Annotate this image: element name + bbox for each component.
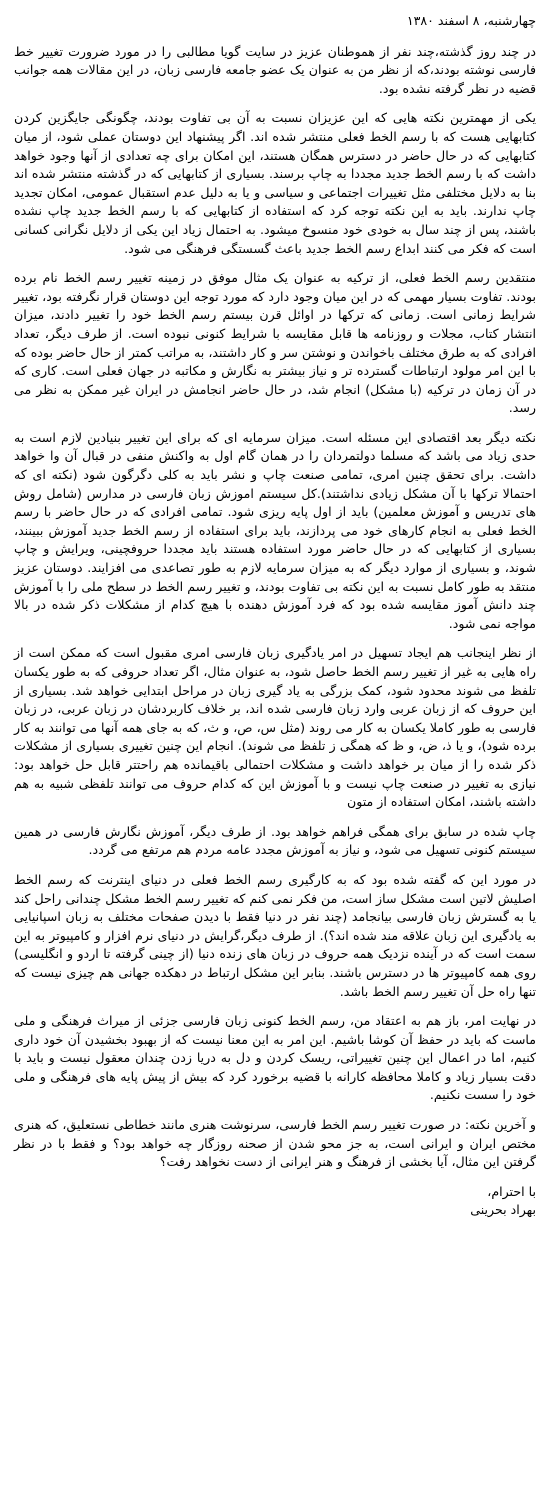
letter-date: چهارشنبه، ۸ اسفند ۱۳۸۰	[406, 13, 536, 28]
paragraph-7: در مورد این که گفته شده بود که به کارگیری رسم الخط فعلی در دنیای اینترنت که رسم الخط اصلیش لاتین است مشکل ساز است، من فکر نمی کنم که تغییر رسم الخط مشکل چندانی راحل کند یا به گسترش زبان فارسی بیانجامد (چند نفر در دنیا فقط با دیدن صفحات مختلف به زبان اسپانیایی به یادگیری این زبان علاقه مند شده اند؟). از طرف دیگر،گرایش در دنیای نرم افزار و کامپیوتر به این سمت است که در آینده نزدیک همه حروف در زبان های زنده دنیا (از چینی گرفته تا اردو و انگلیسی) روی همه کامپیوتر ها در دسترس باشند. بنابر این مشکل ارتباط در دهکده جهانی هم چیزی نیست که تنها راه حل آن تغییر رسم الخط باشد.	[14, 871, 536, 999]
paragraph-9: و آخرین نکته: در صورت تغییر رسم الخط فارسی، سرنوشت هنری مانند خطاطی نستعلیق، که هنری مختص ایران و ایرانی است، به جز محو شدن از صحنه روزگار چه خواهد بود؟ و فقط با در نظر گرفتن این مثال، آیا بخشی از فرهنگ و هنر ایرانی از دست نخواهد رفت؟	[14, 1117, 536, 1170]
paragraph-1: در چند روز گذشته،چند نفر از هموطنان عزیز در سایت گویا مطالبی را در مورد ضرورت تغییر خط فارسی نوشته بودند،که از نظر من به عنوان یک عضو جامعه فارسی زبان، در این مقالات همه جوانب قضیه در نظر گرفته نشده بود.	[14, 43, 536, 96]
author-name: بهراد بحرینی	[470, 1202, 536, 1218]
paragraph-2: یکی از مهمترین نکته هایی که این عزیزان نسبت به آن بی تفاوت بودند، چگونگی جایگزین کردن کتابهایی هست که با رسم الخط فعلی منتشر شده اند. اگر پیشنهاد این دوستان عملی شود، از میان کتابهایی که در حال حاضر در دسترس همگان هستند، این امکان برای چه تعدادی از آنها وجود خواهد داشت که با رسم الخط جدید مجددا به چاپ برسند. بسیاری از کتابهایی که در گذشته منتشر شده اند بنا به دلایل مختلفی مثل تغییرات اجتماعی و سیاسی و یا به دلیل عدم استقبال عمومی، امکان تجدید چاپ ندارند. باید به این نکته توجه کرد که استفاده از کتابهایی که با رسم الخط جدید چاپ نشده باشند، پس از چند سال به خودی خود منسوخ میشود. به احتمال زیاد این یکی از دلایل نگرانی کسانی است که فکر می کنند ابداع رسم الخط جدید باعث گسستگی فرهنگی می شود.	[14, 110, 536, 256]
paragraph-4: نکته دیگر بعد اقتصادی این مسئله است. میزان سرمایه ای که برای این تغییر بنیادین لازم است به حدی زیاد می باشد که مسلما دولتمردان را در همان گام اول به واکنش منفی در قبال آن وا خواهد داشت. برای تحقق چنین امری، تمامی صنعت چاپ و نشر باید به کلی دگرگون شود (نکته ای که احتمالا ترکها با آن مشکل زیادی نداشتند).کل سیستم اموزش زبان فارسی در مدارس (شامل روش های تدریس و آموزش معلمین) باید از اول پایه ریزی شود. تمامی افرادی که در حال حاضر با رسم الخط فعلی به انجام کارهای خود می پردازند، باید برای استفاده از رسم الخط جدید آموزش ببینند، بسیاری از کتابهایی که در حال حاضر مورد استفاده هستند باید مجددا حروفچینی، ویرایش و چاپ شوند، و بسیاری از موارد دیگر که به میزان سرمایه لازم به طور تصاعدی می افزایند. دوستان عزیز منتقد به طور کامل نسبت به این نکته بی تفاوت بودند، و تغییر رسم الخط در سطح ملی را با آموزش چند دانش آموز مقایسه شده بود که فرد آموزش دهنده با هیچ کدام از مشکلات ذکر شده در بالا مواجه نمی شود.	[14, 429, 536, 631]
closing-text: با احترام،	[487, 1183, 536, 1199]
paragraph-6: چاپ شده در سابق برای همگی فراهم خواهد بود. از طرف دیگر، آموزش نگارش فارسی در همین سیستم کنونی تسهیل می شود، و نیاز به آموزش مجدد عامه مردم هم مرتفع می گردد.	[14, 823, 536, 858]
paragraph-3: منتقدین رسم الخط فعلی، از ترکیه به عنوان یک مثال موفق در زمینه تغییر رسم الخط نام برده بودند. تفاوت بسیار مهمی که در این میان وجود دارد که مورد توجه این دوستان قرار نگرفته بود، تغییر شرایط زمانی است. زمانی که ترکها در اوائل قرن بیستم رسم الخط خود را تغییر دادند، میزان انتشار کتاب، مجلات و روزنامه ها قابل مقایسه با شرایط کنونی نبوده است. از طرف دیگر، تعداد افرادی که به طرق مختلف باخواندن و نوشتن سر و کار داشتند، به مراتب کمتر از حال حاضر بوده که با این امر مولود ارتباطات گسترده تر و نیاز بیشتر به نگارش و مکاتبه در جهان فعلی است. کاری که در آن زمان در ترکیه (با مشکل) انجام شد، در حال حاضر انجامش در ایران غیر ممکن به نظر می رسد.	[14, 270, 536, 416]
signature-block	[14, 1183, 536, 1220]
paragraph-5: از نظر اینجانب هم ایجاد تسهیل در امر یادگیری زبان فارسی امری مقبول است که ممکن است از راه هایی به غیر از تغییر رسم الخط حاصل شود، به عنوان مثال، اگر تعداد حروفی که به طور یکسان تلفظ می شوند محدود شود، کمک بزرگی به یاد گیری زبان در مراحل ابتدایی خواهد شد. بسیاری از این حروف که از زبان عربی وارد زبان فارسی شده اند، بر خلاف کاربردشان در زبان عربی، در زبان فارسی به طور کاملا یکسان به کار می روند (مثل س، ص، و ث، که به جای همه آنها می توانند به کار برده شود)، و یا ذ، ض، و ظ که همگی ز تلفظ می شوند). انجام این چنین تغییری بسیاری از مشکلات ذکر شده را از میان بر خواهد داشت و مشکلات احتمالی باقیمانده هم راحتتر قابل حل خواهد بود: نیازی به تغییر در صنعت چاپ نیست و با آموزش این که کدام حروف می توانند تلفظی شبیه به هم داشته باشند، امکان استفاده از متون	[14, 645, 536, 810]
paragraph-8: در نهایت امر، باز هم به اعتقاد من، رسم الخط کنونی زبان فارسی جزئی از میراث فرهنگی و ملی ماست که باید در حفظ آن کوشا باشیم. این امر به این معنا نیست که از بهبود بخشیدن آن خود داری کنیم، اما در اعمال این چنین تغییراتی، ریسک کردن و دل به دریا زدن چندان معقول نیست و باید با دقت بسیار زیاد و کاملا محافظه کارانه با قضیه برخورد کرد که بیش از پیش پایه های فرهنگی و ملی خود را سست نکنیم.	[14, 1013, 536, 1103]
